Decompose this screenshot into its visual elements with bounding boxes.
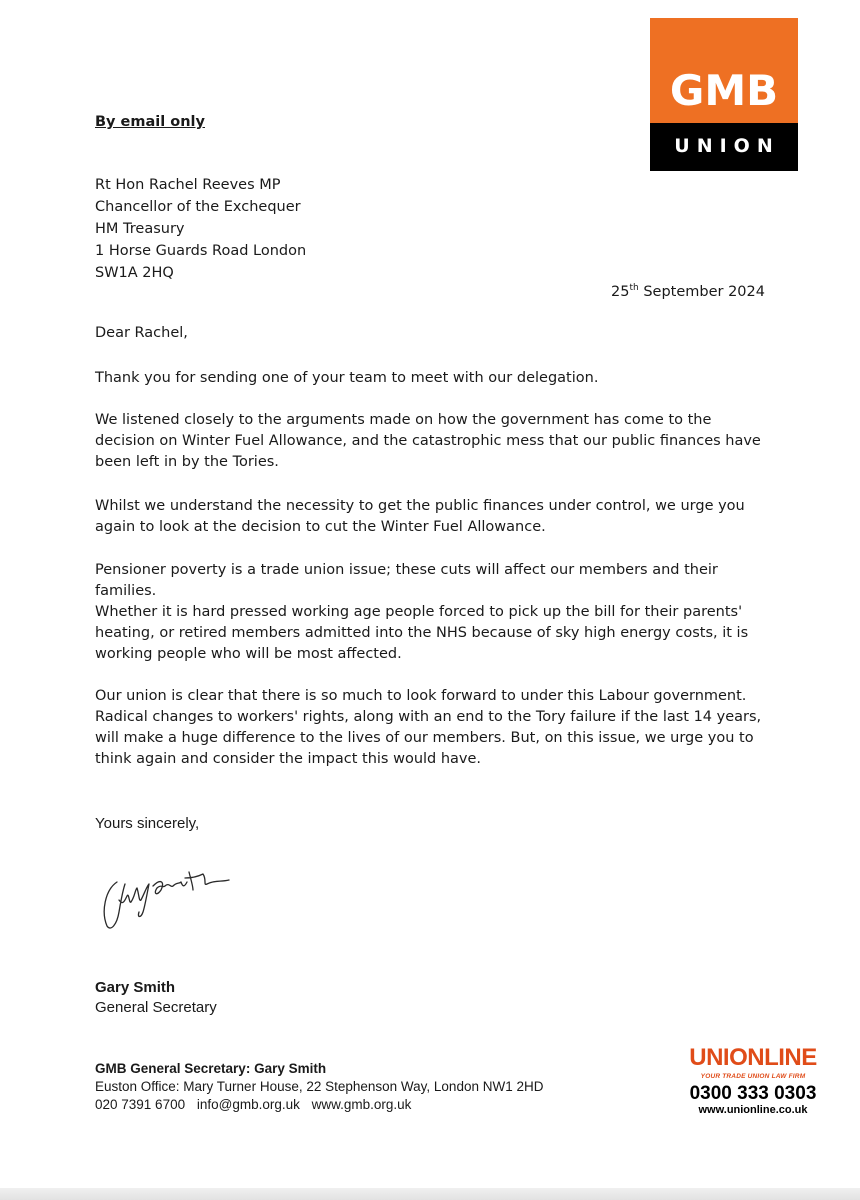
letter-footer [95, 1060, 543, 1114]
date-suffix: th [629, 283, 639, 293]
footer-email: info@gmb.org.uk [196, 1097, 300, 1112]
unionline-phone: 0300 333 0303 [689, 1083, 817, 1104]
footer-address: Euston Office: Mary Turner House, 22 Stephenson Way, London NW1 2HD [95, 1079, 544, 1094]
handwritten-signature [95, 860, 245, 940]
recipient-address [95, 174, 306, 284]
unionline-brand: UNIONLINE [689, 1044, 817, 1071]
body-paragraph: Whether it is hard pressed working age people forced to pick up the bill for their parents' heating, or retired members admitted into the NHS because of sky high energy costs, it is working people who will be most affected. [95, 604, 749, 662]
unionline-logo [688, 1045, 818, 1116]
signer-title: General Secretary [95, 999, 217, 1016]
delivery-note: By email only [95, 114, 205, 130]
recipient-line: Chancellor of the Exchequer [95, 199, 301, 215]
recipient-line: 1 Horse Guards Road London [95, 243, 307, 259]
letter-date [611, 282, 765, 303]
footer-phone: 020 7391 6700 [95, 1097, 186, 1112]
footer-contacts [95, 1096, 543, 1114]
date-day: 25 [611, 284, 630, 300]
signer-block [95, 978, 217, 1018]
date-month-year: September 2024 [638, 284, 765, 300]
unionline-tagline: YOUR TRADE UNION LAW FIRM [700, 1073, 806, 1080]
body-paragraph: Our union is clear that there is so much to look forward to under this Labour government. Radical changes to workers' rights, along with an end to the Tory failure if the last 14 years, will make a huge difference to the lives of our members. But, on this issue, we urge you to think again and consider the impact this would have. [95, 688, 762, 767]
footer-website: www.gmb.org.uk [311, 1097, 412, 1112]
gmb-union-logo [650, 18, 798, 171]
closing-line: Yours sincerely, [95, 815, 200, 832]
gmb-logo-orange-panel [650, 18, 798, 123]
body-paragraph: Pensioner poverty is a trade union issue; these cuts will affect our members and their families. [95, 562, 718, 599]
body-paragraph: Thank you for sending one of your team to meet with our delegation. [95, 370, 599, 386]
salutation: Dear Rachel, [95, 325, 188, 341]
body-paragraph: We listened closely to the arguments made on how the government has come to the decision on Winter Fuel Allowance, and the catastrophic mess that our public finances have been left in by the Tories. [95, 412, 761, 470]
recipient-line: SW1A 2HQ [95, 265, 174, 281]
gmb-logo-black-panel [650, 123, 798, 171]
gmb-logo-subtitle: UNION [674, 135, 780, 157]
page-bottom-edge [0, 1188, 860, 1200]
body-paragraph: Whilst we understand the necessity to get the public finances under control, we urge you again to look at the decision to cut the Winter Fuel Allowance. [95, 498, 745, 535]
footer-heading: GMB General Secretary: Gary Smith [95, 1061, 327, 1076]
signer-name: Gary Smith [95, 979, 176, 996]
recipient-line: HM Treasury [95, 221, 185, 237]
recipient-line: Rt Hon Rachel Reeves MP [95, 177, 281, 193]
gmb-logo-mark: GMB [669, 66, 779, 115]
unionline-website: www.unionline.co.uk [698, 1104, 808, 1116]
